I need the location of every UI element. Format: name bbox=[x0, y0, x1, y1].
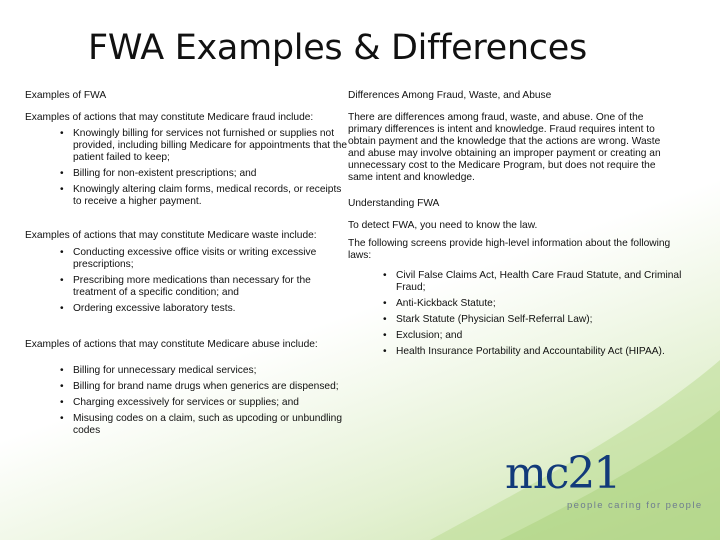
list-item: • Health Insurance Portability and Accountability Act (HIPAA). bbox=[383, 346, 665, 357]
list-item: • Ordering excessive laboratory tests. bbox=[60, 303, 236, 314]
list-item: • Knowingly billing for services not furnished or supplies not provided, including billing Medicare for appointments that the patient failed to keep; bbox=[60, 128, 348, 163]
list-item: • Anti-Kickback Statute; bbox=[383, 298, 496, 309]
waste-list bbox=[25, 247, 350, 315]
right-column bbox=[348, 90, 688, 358]
fraud-list bbox=[25, 128, 350, 208]
logo-tagline: people caring for people bbox=[567, 500, 703, 511]
list-item: • Exclusion; and bbox=[383, 330, 463, 341]
list-item: • Knowingly altering claim forms, medical records, or receipts to receive a higher payment. bbox=[60, 184, 342, 207]
understanding-fwa-heading: Understanding FWA bbox=[348, 198, 440, 209]
page-title: FWA Examples & Differences bbox=[88, 28, 587, 68]
list-item: • Stark Statute (Physician Self-Referral Law); bbox=[383, 314, 593, 325]
mc21-logo bbox=[505, 448, 703, 512]
logo-text: mc21 bbox=[505, 448, 620, 499]
list-item: • Prescribing more medications than necessary for the treatment of a specific condition; and bbox=[60, 275, 311, 298]
fwa-examples-heading: Examples of FWA bbox=[25, 90, 107, 101]
screens-text: The following screens provide high-level information about the following laws: bbox=[348, 238, 671, 261]
list-item: • Misusing codes on a claim, such as upcoding or unbundling codes bbox=[60, 413, 342, 436]
list-item: • Conducting excessive office visits or writing excessive prescriptions; bbox=[60, 247, 317, 270]
left-column bbox=[25, 90, 350, 437]
differences-heading: Differences Among Fraud, Waste, and Abuse bbox=[348, 90, 552, 101]
abuse-intro: Examples of actions that may constitute Medicare abuse include: bbox=[25, 339, 318, 350]
differences-text: There are differences among fraud, waste, and abuse. One of the primary differences is intent and knowledge. Fraud requires intent to obtain payment and the knowledge that the actions are wrong. Waste and abuse may involve obtaining an improper payment or creating an unnecessary cost to the Medicare Program, but does not require the same intent and knowledge. bbox=[348, 112, 661, 183]
fraud-intro: Examples of actions that may constitute Medicare fraud include: bbox=[25, 112, 314, 123]
list-item: • Billing for brand name drugs when generics are dispensed; bbox=[60, 381, 339, 392]
list-item: • Civil False Claims Act, Health Care Fraud Statute, and Criminal Fraud; bbox=[383, 270, 682, 293]
detect-text: To detect FWA, you need to know the law. bbox=[348, 220, 538, 231]
list-item: • Billing for unnecessary medical services; bbox=[60, 365, 257, 376]
waste-intro: Examples of actions that may constitute Medicare waste include: bbox=[25, 230, 317, 241]
laws-list bbox=[348, 270, 688, 358]
abuse-list bbox=[25, 365, 350, 437]
list-item: • Billing for non-existent prescriptions; and bbox=[60, 168, 257, 179]
list-item: • Charging excessively for services or supplies; and bbox=[60, 397, 299, 408]
